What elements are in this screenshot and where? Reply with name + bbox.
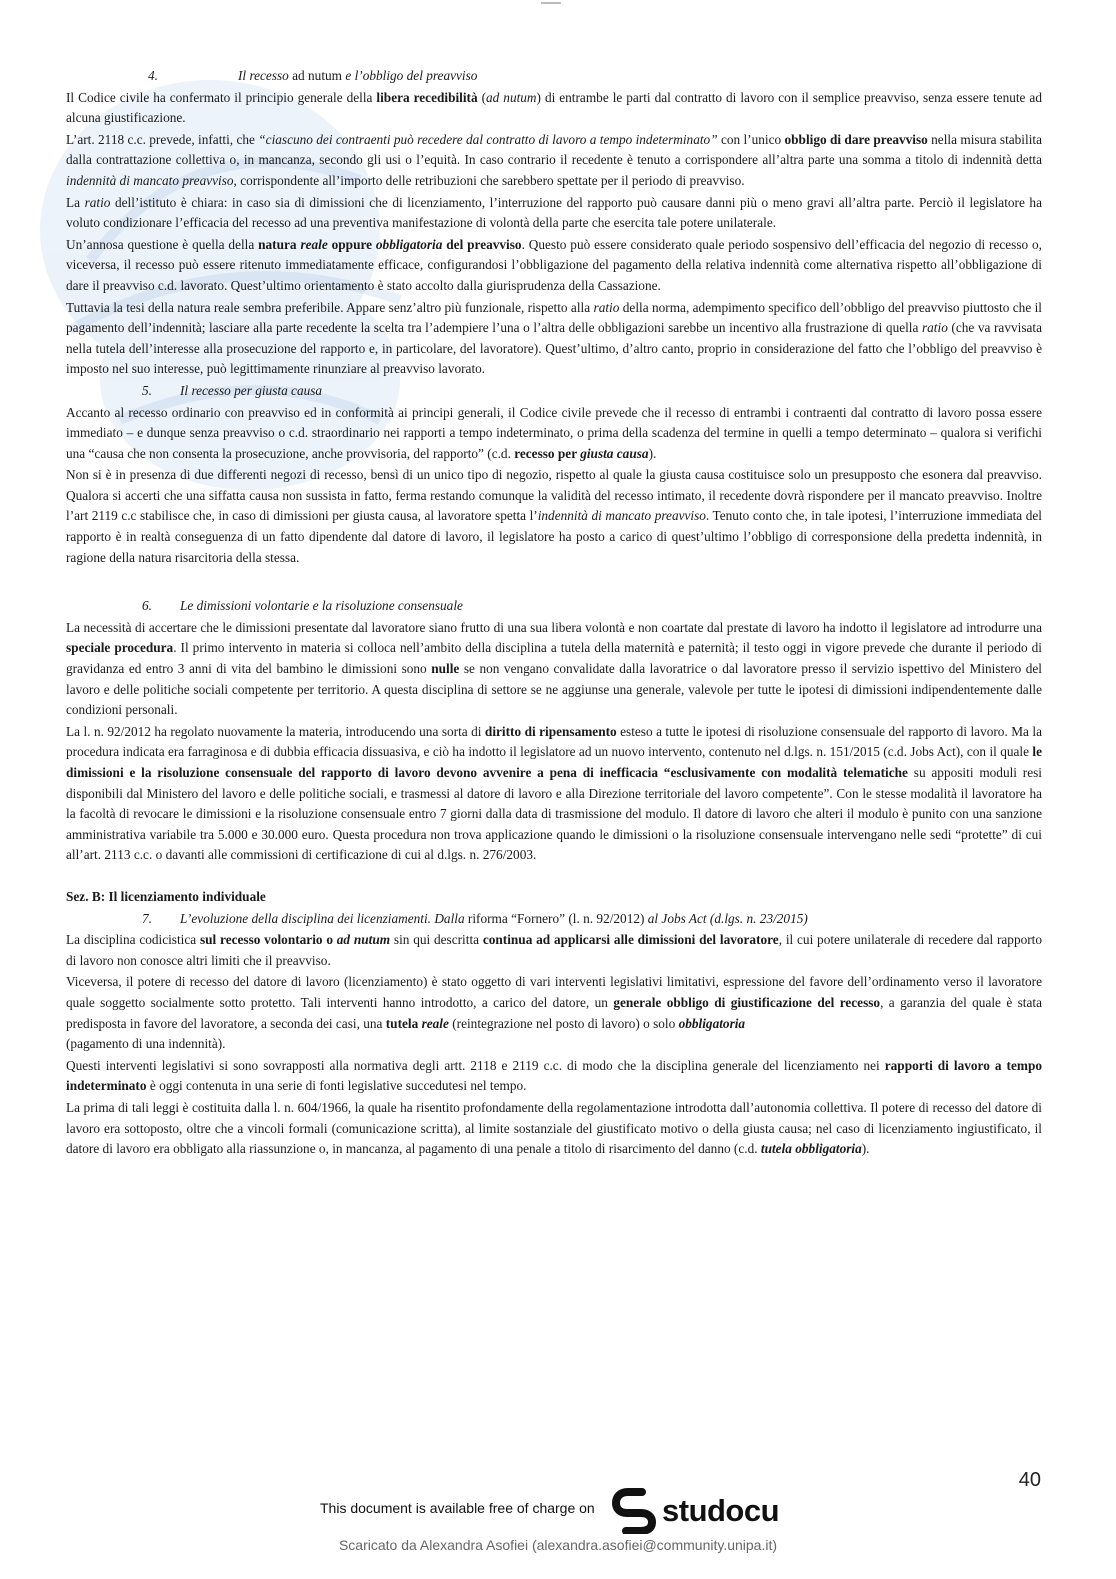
section-4-number: 4.	[148, 68, 158, 83]
section-5-paragraph-1: Accanto al recesso ordinario con preavviso ed in conformità ai principi generali, il Codice civile prevede che il recesso di entrambi i contraenti dal contratto di lavoro possa essere immediato – e dunque senza preavviso o c.d. straordinario nei rapporti a tempo indeterminato, o prima della scadenza del termine in quelli a tempo determinato – qualora si verifichi una “causa che non consenta la prosecuzione, anche provvisoria, del rapporto” (c.d. recesso per giusta causa).	[66, 404, 1042, 461]
section-6-paragraph-1: La necessità di accertare che le dimissioni presentate dal lavoratore siano frutto di una sua libera volontà e non coartate dal prestate di lavoro ha indotto il legislatore ad introdurre una speciale procedura. Il primo intervento in materia si colloca nell’ambito della disciplina a tutela della maternità e paternità; il testo oggi in vigore prevede che durante il periodo di gravidanza ed entro 3 anni di vita del bambino le dimissioni sono nulle se non vengano convalidate dalla lavoratrice o dal lavoratore presso il servizio ispettivo del Ministero del lavoro e delle politiche sociali competente per territorio. A questa disciplina di settore se ne aggiunse una generale, valevole per tutte le ipotesi di dimissioni indipendentemente dalle condizioni personali.	[66, 619, 1042, 718]
footer-available-text: This document is available free of charge on	[320, 1500, 595, 1516]
section-4-paragraph-4: Un’annosa questione è quella della natura reale oppure obbligatoria del preavviso. Questo può essere considerato quale periodo sospensivo dell’efficacia del negozio di recesso o, viceversa, il recesso può essere ritenuto immediatamente efficace, configurandosi l’obbligazione del pagamento della relativa indennità come alternativa rispetto all’obbligazione di dare il preavviso c.d. lavorato. Quest’ultimo orientamento è stato accolto dalla giurisprudenza della Cassazione.	[66, 236, 1043, 293]
section-7-paragraph-4: La prima di tali leggi è costituita dalla l. n. 604/1966, la quale ha risentito profondamente della regolamentazione introdotta dall’autonomia collettiva. Il potere di recesso del datore di lavoro era sottoposto, oltre che a vincoli formali (comunicazione scritta), al limite sostanziale del giustificato motivo o della giusta causa; nel caso di licenziamento ingiustificato, il datore di lavoro era obbligato alla riassunzione o, in mancanza, al pagamento di una penale a titolo di risarcimento del danno (c.d. tutela obbligatoria).	[66, 1099, 1042, 1157]
section-6-number: 6.	[142, 598, 152, 614]
document-body	[66, 66, 1042, 1161]
section-4-heading	[66, 66, 1042, 87]
studocu-logo-icon	[612, 1488, 656, 1534]
section-7-title-c: al Jobs Act (d.lgs. n. 23/2015)	[647, 910, 808, 926]
section-4-paragraph-2: L’art. 2118 c.c. prevede, infatti, che “ciascuno dei contraenti può recedere dal contratto di lavoro a tempo indeterminato” con l’unico obbligo di dare preavviso nella misura stabilita dalla contrattazione collettiva o, in mancanza, secondo gli usi o l’equità. In caso contrario il recedente è tenuto a corrispondere all’altra parte una somma a titolo di indennità detta indennità di mancato preavviso, corrispondente all’importo delle retribuzioni che sarebbero spettate per il periodo di preavviso.	[66, 131, 1042, 188]
section-5-heading	[66, 381, 1042, 402]
section-7-title-b: riforma “Fornero” (l. n. 92/2012)	[464, 910, 648, 926]
top-mark	[541, 2, 561, 4]
section-5-number: 5.	[142, 382, 152, 398]
section-6-paragraph-2: La l. n. 92/2012 ha regolato nuovamente la materia, introducendo una sorta di diritto di ripensamento esteso a tutte le ipotesi di risoluzione consensuale del rapporto di lavoro. Ma la procedura indicata era farraginosa e di dubbia efficacia dissuasiva, e ciò ha indotto il legislatore ad un nuovo intervento, contenuto nel d.lgs. n. 151/2015 (c.d. Jobs Act), con il quale le dimissioni e la risoluzione consensuale del rapporto di lavoro devono avvenire a pena di inefficacia “esclusivamente con modalità telematiche su appositi moduli resi disponibili dal Ministero del lavoro e delle politiche sociali, e trasmessi al datore di lavoro e alla Direzione territoriale del lavoro competente”. Con le stesse modalità il lavoratore ha la facoltà di revocare le dimissioni e la risoluzione consensuale entro 7 giorni dalla data di trasmissione del modulo. Il datore di lavoro che alteri il modulo è punito con una sanzione amministrativa variabile tra 5.000 e 30.000 euro. Questa procedura non trova applicazione quando le dimissioni o la risoluzione consensuale intervengano nelle sedi “protette” di cui all’art. 2113 c.c. o davanti alle commissioni di certificazione di cui al d.lgs. n. 276/2003.	[66, 723, 1042, 863]
section-4-title-a: Il recesso	[238, 68, 293, 83]
section-7-title-a: L’evoluzione della disciplina dei licenziamenti. Dalla	[180, 910, 465, 926]
section-6-title: Le dimissioni volontarie e la risoluzione consensuale	[180, 598, 463, 614]
section-4-paragraph-5: Tuttavia la tesi della natura reale sembra preferibile. Appare senz’altro più funzionale, rispetto alla ratio della norma, adempimento specifico dell’obbligo del preavviso piuttosto che il pagamento dell’indennità; lasciare alla parte recedente la scelta tra l’adempiere l’una o l’altra delle obbligazioni sarebbe un incentivo alla frustrazione di quella ratio (che va ravvisata nella tutela dell’interesse alla prosecuzione del rapporto e, in particolare, del lavoratore). Quest’ultimo, d’altro canto, proprio in considerazione del fatto che l’obbligo del preavviso è imposto nel suo interesse, può legittimamente rinunziare al preavviso lavorato.	[66, 299, 1042, 377]
section-7-paragraph-3: Questi interventi legislativi si sono sovrapposti alla normativa degli artt. 2118 e 2119 c.c. di modo che la disciplina generale del licenziamento nei rapporti di lavoro a tempo indeterminato è oggi contenuta in una serie di fonti legislative succedutesi nel tempo.	[66, 1057, 1043, 1094]
section-5-title: Il recesso per giusta causa	[180, 382, 323, 398]
page-number: 40	[1018, 1469, 1041, 1491]
studocu-brand-text: studocu	[662, 1493, 780, 1528]
section-4-title-b: ad nutum	[292, 68, 343, 83]
section-4-paragraph-3: La ratio dell’istituto è chiara: in caso sia di dimissioni che di licenziamento, l’interruzione del rapporto può causare danni più o meno gravi all’altra parte. Perciò il legislatore ha voluto condizionare l’efficacia del recesso ad una preventiva manifestazione di volontà della parte che esercita tale potere unilaterale.	[66, 194, 1042, 231]
section-7-heading	[66, 909, 1042, 930]
section-7-paragraph-2: Viceversa, il potere di recesso del datore di lavoro (licenziamento) è stato oggetto di vari interventi legislativi limitativi, espressione del favore dell’ordinamento verso il lavoratore quale soggetto socialmente sotto protetto. Tali interventi hanno introdotto, a carico del datore, un generale obbligo di giustificazione del recesso, a garanzia del quale è stata predisposta in favore del lavoratore, a seconda dei casi, una tutela reale (reintegrazione nel posto di lavoro) o solo obbligatoria (pagamento di una indennità).	[66, 974, 1043, 1052]
section-4-paragraph-1: Il Codice civile ha confermato il principio generale della libera recedibilità (ad nutum) di entrambe le parti dal contratto di lavoro con il semplice preavviso, senza essere tenute ad alcuna giustificazione.	[66, 89, 1042, 126]
footer-downloaded-by: Scaricato da Alexandra Asofiei (alexandra.asofiei@community.unipa.it)	[338, 1537, 778, 1553]
section-5-paragraph-2: Non si è in presenza di due differenti negozi di recesso, bensì di un unico tipo di negozio, rispetto al quale la giusta causa costituisce solo un presupposto che esonera dal preavviso. Qualora si accerti che una siffatta causa non sussista in fatto, ferma restando comunque la validità del recesso intimato, il recedente dovrà rispondere per il mancato preavviso. Inoltre l’art 2119 c.c stabilisce che, in caso di dimissioni per giusta causa, al lavoratore spetta l’indennità di mancato preavviso. Tenuto conto che, in tale ipotesi, l’interruzione immediata del rapporto è in realtà conseguenza di un fatto dipendente dal datore di lavoro, il legislatore ha posto a carico di quest’ultimo l’obbligo di corresponsione della predetta indennità, in ragione della natura risarcitoria della stessa.	[66, 467, 1042, 565]
section-7-number: 7.	[142, 910, 152, 926]
studocu-logo[interactable]	[612, 1488, 779, 1534]
section-4-title-c: e l’obbligo del preavviso	[342, 68, 478, 83]
section-7-paragraph-1: La disciplina codicistica sul recesso volontario o ad nutum sin qui descritta continua ad applicarsi alle dimissioni del lavoratore, il cui potere unilaterale di recedere dal rapporto di lavoro non conosce altri limiti che il preavviso.	[66, 932, 1043, 968]
section-b-heading: Sez. B: Il licenziamento individuale	[66, 888, 266, 904]
section-6-heading	[66, 596, 1042, 617]
